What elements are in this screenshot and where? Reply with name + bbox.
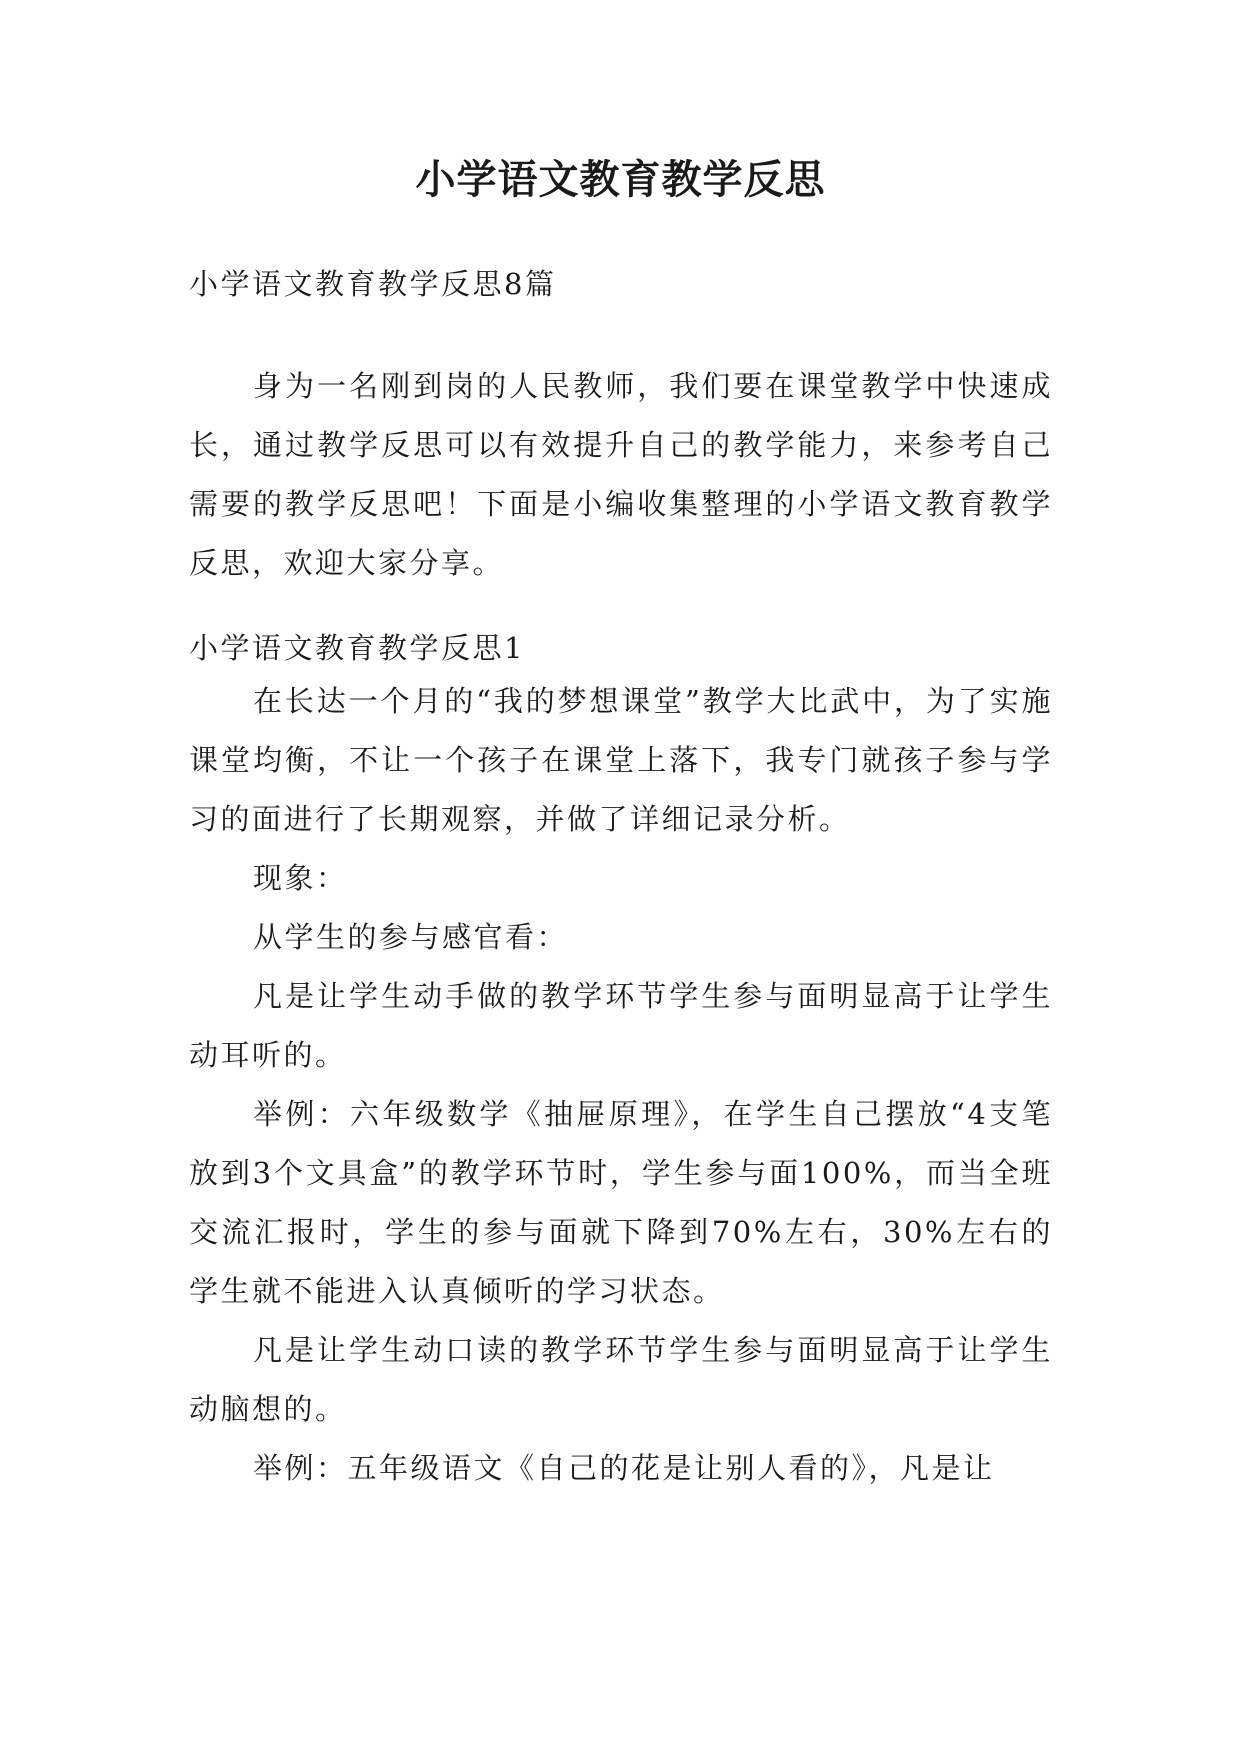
body-paragraph: 凡是让学生动口读的教学环节学生参与面明显高于让学生动脑想的。 (189, 1333, 1053, 1426)
body-paragraph: 在长达一个月的“我的梦想课堂”教学大比武中，为了实施课堂均衡，不让一个孩子在课堂上落下，我专门就孩子参与学习的面进行了长期观察，并做了详细记录分析。 (189, 684, 1053, 836)
intro-paragraph: 身为一名刚到岗的人民教师，我们要在课堂教学中快速成长，通过教学反思可以有效提升自己的教学能力，来参考自己需要的教学反思吧！下面是小编收集整理的小学语文教育教学反思，欢迎大家分享。 (189, 369, 1053, 580)
section-body (189, 672, 1053, 1498)
body-paragraph: 从学生的参与感官看： (253, 920, 569, 954)
document-subtitle: 小学语文教育教学反思8篇 (189, 267, 557, 301)
body-paragraph: 举例：五年级语文《自己的花是让别人看的》，凡是让 (253, 1451, 995, 1485)
document-title: 小学语文教育教学反思 (415, 156, 826, 203)
body-paragraph: 凡是让学生动手做的教学环节学生参与面明显高于让学生动耳听的。 (189, 979, 1053, 1072)
body-paragraph: 现象： (253, 861, 348, 895)
section-heading: 小学语文教育教学反思1 (189, 631, 525, 665)
body-paragraph: 举例：六年级数学《抽屉原理》，在学生自己摆放“4支笔放到3个文具盒”的教学环节时，学生参与面100%，而当全班交流汇报时，学生的参与面就下降到70%左右，30%左右的学生就不能进入认真倾听的学习状态。 (189, 1097, 1053, 1308)
